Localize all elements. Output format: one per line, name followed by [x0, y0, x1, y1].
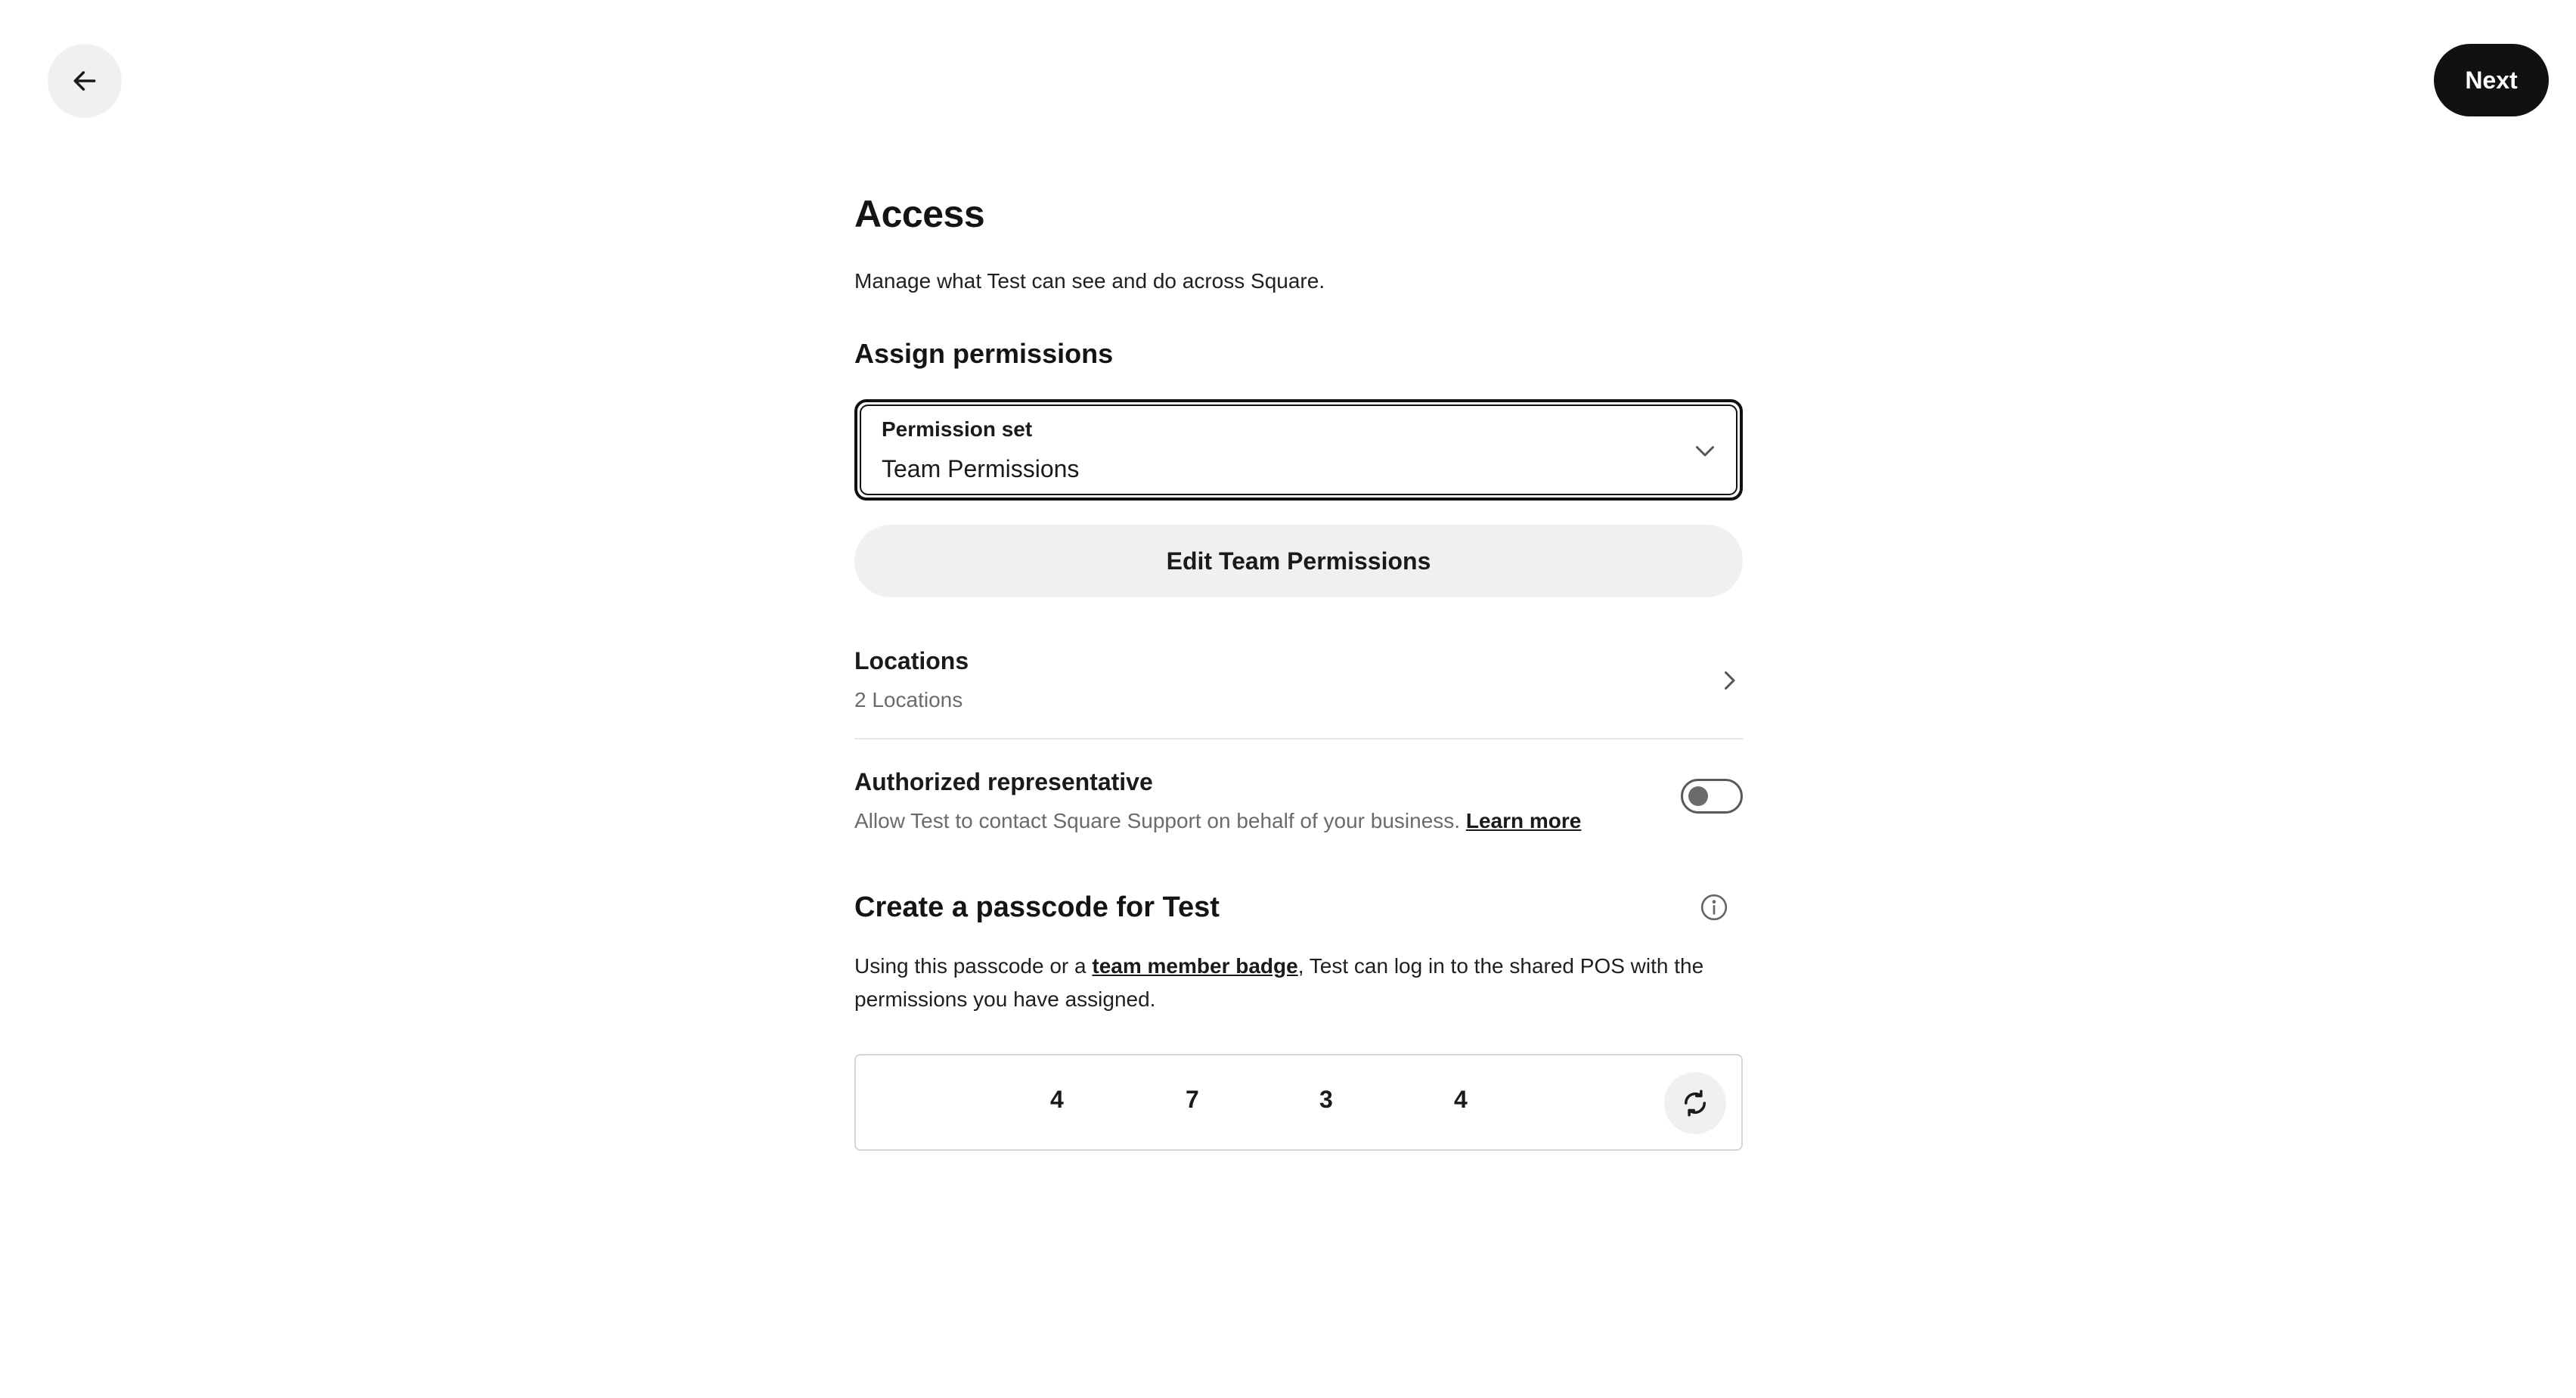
chevron-right-icon [1716, 667, 1743, 694]
locations-title: Locations [854, 647, 969, 674]
locations-row[interactable] [854, 644, 1743, 739]
passcode-header [854, 889, 1743, 925]
passcode-heading: Create a passcode for Test [854, 891, 1220, 923]
refresh-icon [1679, 1087, 1711, 1119]
authorized-representative-text: Allow Test to contact Square Support on behalf of your business. [854, 809, 1461, 832]
page-subtitle: Manage what Test can see and do across Square. [854, 269, 1325, 293]
info-icon[interactable] [1699, 892, 1729, 922]
authorized-representative-description [854, 806, 1743, 836]
passcode-desc-before: Using this passcode or a [854, 954, 1093, 978]
passcode-description [854, 950, 1743, 1016]
locations-count: 2 Locations [854, 688, 963, 711]
passcode-digit: 3 [1319, 1086, 1333, 1113]
learn-more-link[interactable]: Learn more [1465, 809, 1582, 832]
page-title: Access [854, 193, 985, 235]
passcode-digit: 7 [1186, 1086, 1199, 1113]
chevron-down-icon [1691, 437, 1719, 464]
passcode-digit: 4 [1454, 1086, 1468, 1113]
passcode-desc-after: , Test can log in to the shared POS with the permissions you have assigned. [854, 954, 1704, 1011]
authorized-representative-row [854, 765, 1743, 841]
authorized-representative-toggle[interactable] [1681, 779, 1743, 814]
permission-set-value: Team Permissions [882, 455, 1080, 482]
back-button[interactable] [48, 44, 122, 118]
arrow-left-icon [70, 67, 99, 95]
passcode-field[interactable] [854, 1054, 1743, 1151]
team-member-badge-link[interactable]: team member badge [1092, 954, 1298, 978]
toggle-knob [1688, 786, 1708, 806]
passcode-digit: 4 [1050, 1086, 1064, 1113]
next-button[interactable]: Next [2434, 44, 2549, 116]
edit-team-permissions-button[interactable]: Edit Team Permissions [854, 525, 1743, 597]
permission-set-select[interactable] [854, 399, 1743, 501]
regenerate-passcode-button[interactable] [1664, 1072, 1726, 1134]
authorized-representative-title: Authorized representative [854, 768, 1153, 795]
permission-set-label: Permission set [882, 417, 1033, 441]
assign-permissions-heading: Assign permissions [854, 338, 1114, 369]
access-form [854, 188, 1743, 1151]
